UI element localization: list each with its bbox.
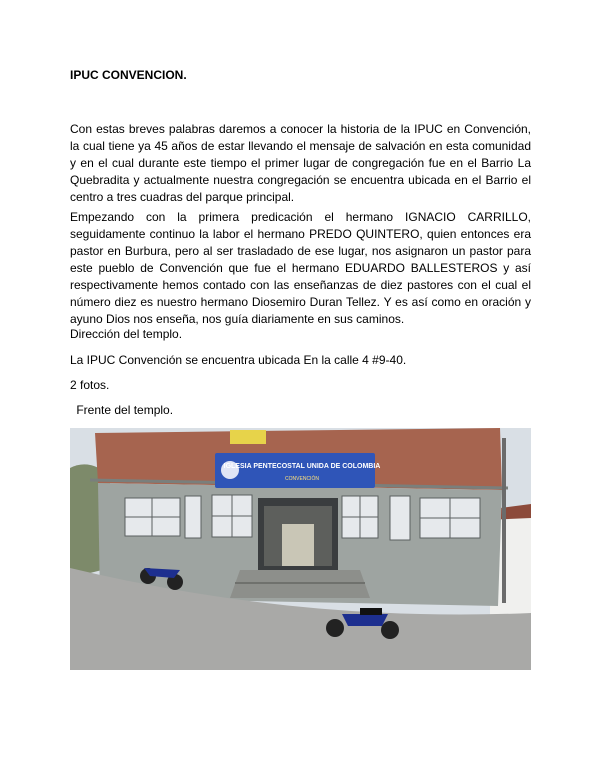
document-title: IPUC CONVENCION.: [70, 68, 187, 82]
utility-pole: [502, 438, 506, 603]
photos-count: 2 fotos.: [70, 378, 110, 392]
address-text: La IPUC Convención se encuentra ubicada En la calle 4 #9-40.: [70, 353, 407, 367]
sign-text-line-2: CONVENCIÓN: [285, 476, 319, 482]
church-front-photo: [70, 428, 531, 670]
church-front-illustration: [70, 428, 531, 670]
address-heading: Dirección del templo.: [70, 327, 183, 341]
photo-caption: Frente del templo.: [73, 403, 174, 417]
history-paragraph: Con estas breves palabras daremos a conocer la historia de la IPUC en Convención, la cual tiene ya 45 años de estar llevando el mensaje de salvación en esta comunidad y en el cual durante este tiempo el primer lugar de congregación fue en el Barrio La Quebradita y actualmente nuestra congregación se encuentra ubicada en el Barrio el centro a tres cuadras del parque principal.: [70, 122, 531, 204]
sign-text-line-1: IGLESIA PENTECOSTAL UNIDA DE COLOMBIA: [223, 463, 381, 470]
yellow-poster: [230, 430, 266, 444]
church-sign: [215, 453, 375, 488]
pastors-paragraph: Empezando con la primera predicación el hermano IGNACIO CARRILLO, seguidamente continuo la labor el hermano PREDO QUINTERO, quien entonces era pastor en Burbura, pero al ser trasladado de ese lugar, nos asignaron un pastor para este pueblo de Convención que fue el hermano EDUARDO BALLESTEROS y así respectivamente hemos contado con las enseñanzas de diez pastores con el cual el número diez es nuestro hermano Diosemiro Duran Tellez. Y es así como en oración y ayuno Dios nos enseña, nos guía diariamente en sus caminos.: [70, 210, 531, 326]
windows-left: [125, 495, 252, 538]
